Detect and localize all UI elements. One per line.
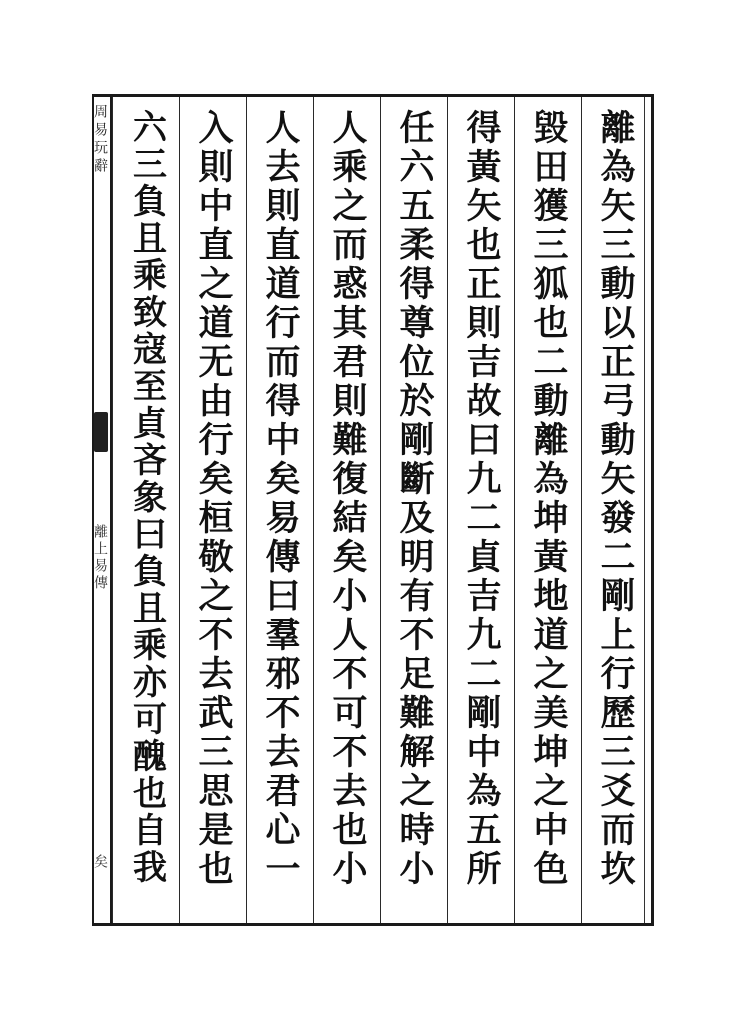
text-column xyxy=(179,97,246,923)
text-column xyxy=(380,97,447,923)
fold-page-number: 矣 xyxy=(92,854,108,868)
text-column xyxy=(447,97,514,923)
text-column xyxy=(313,97,380,923)
column-text: 任六五柔得尊位於剛斷及明有不足難解之時小 xyxy=(394,109,435,889)
column-text: 毀田獲三狐也二動離為坤黃地道之美坤之中色 xyxy=(528,109,569,889)
column-text: 人乘之而惑其君則難復結矣小人不可不去也小 xyxy=(327,109,368,889)
fold-section-label: 離上易傳 xyxy=(92,524,108,592)
text-column xyxy=(112,97,179,923)
column-text: 人去則直道行而得中矣易傳曰羣邪不去君心一 xyxy=(260,109,301,889)
column-text: 入則中直之道无由行矣桓敬之不去武三思是也 xyxy=(193,109,234,889)
text-column xyxy=(246,97,313,923)
fold-title: 周易玩辭 xyxy=(92,104,108,176)
fish-tail-mark-icon xyxy=(94,412,108,452)
column-text: 得黃矢也正則吉故曰九二貞吉九二剛中為五所 xyxy=(461,109,502,889)
column-text: 離為矢三動以正弓動矢發二剛上行歷三爻而坎 xyxy=(595,109,636,889)
text-columns xyxy=(112,97,648,923)
column-text: 六三負且乘致寇至貞吝象曰負且乘亦可醜也自我 xyxy=(126,109,167,886)
text-column xyxy=(514,97,581,923)
text-column xyxy=(581,97,648,923)
fold-column xyxy=(92,94,112,926)
